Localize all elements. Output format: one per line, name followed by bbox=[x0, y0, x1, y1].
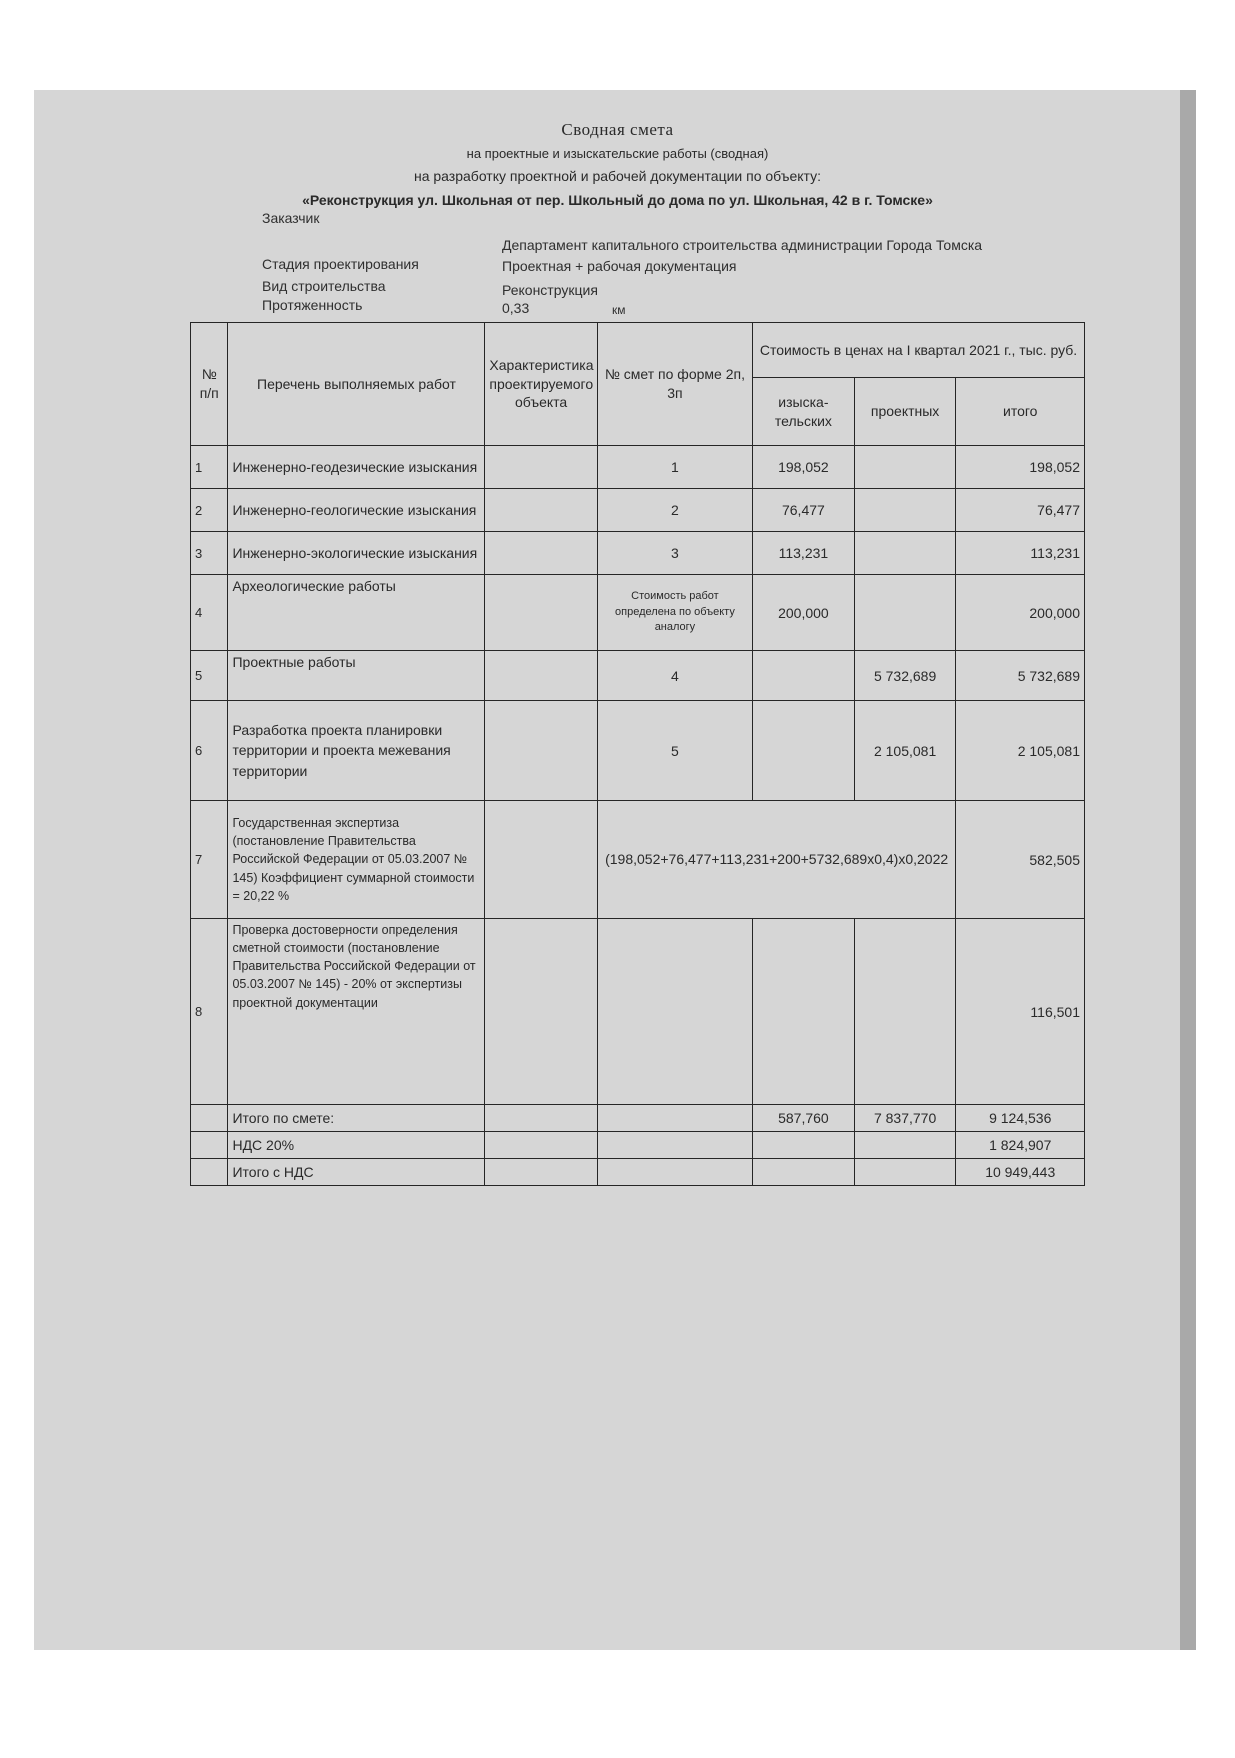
grand-total-row bbox=[191, 1159, 1085, 1186]
totals-row bbox=[191, 1105, 1085, 1132]
stage-label: Стадия проектирования bbox=[262, 256, 419, 272]
header-num: № п/п bbox=[191, 323, 228, 446]
vat-design bbox=[854, 1132, 956, 1159]
totals-design: 7 837,770 bbox=[854, 1105, 956, 1132]
table-row bbox=[191, 489, 1085, 532]
customer-value: Департамент капитального строительства администрации Города Томска bbox=[502, 237, 983, 253]
row-characteristic bbox=[485, 532, 597, 575]
row-survey-cost: 76,477 bbox=[753, 489, 855, 532]
document-title: Сводная смета bbox=[561, 120, 674, 139]
totals-survey: 587,760 bbox=[753, 1105, 855, 1132]
grand-label: Итого с НДС bbox=[228, 1159, 485, 1186]
row-characteristic bbox=[485, 651, 597, 701]
table-row bbox=[191, 801, 1085, 919]
table-row bbox=[191, 532, 1085, 575]
totals-total: 9 124,536 bbox=[956, 1105, 1085, 1132]
row-design-cost bbox=[854, 575, 956, 651]
row-work: Инженерно-геологические изыскания bbox=[228, 489, 485, 532]
row-number: 2 bbox=[191, 489, 228, 532]
totals-number bbox=[191, 1105, 228, 1132]
row-number: 3 bbox=[191, 532, 228, 575]
row-work: Инженерно-геодезические изыскания bbox=[228, 446, 485, 489]
table-row bbox=[191, 701, 1085, 801]
header-characteristic: Характеристика проектируемого объекта bbox=[485, 323, 597, 446]
row-design-cost bbox=[854, 446, 956, 489]
grand-number bbox=[191, 1159, 228, 1186]
row-total-cost: 116,501 bbox=[956, 919, 1085, 1105]
totals-estimate bbox=[597, 1105, 752, 1132]
row-estimate-note: Стоимость работ определена по объекту аналогу bbox=[597, 575, 752, 651]
row-work: Разработка проекта планировки территории и проекта межевания территории bbox=[228, 701, 485, 801]
row-design-cost bbox=[854, 532, 956, 575]
table-row bbox=[191, 575, 1085, 651]
row-number: 8 bbox=[191, 919, 228, 1105]
vat-survey bbox=[753, 1132, 855, 1159]
header-works: Перечень выполняемых работ bbox=[228, 323, 485, 446]
customer-label: Заказчик bbox=[262, 210, 320, 226]
row-estimate: 3 bbox=[597, 532, 752, 575]
table-row bbox=[191, 446, 1085, 489]
row-characteristic bbox=[485, 489, 597, 532]
estimate-table bbox=[190, 322, 1085, 1186]
row-number: 1 bbox=[191, 446, 228, 489]
vat-estimate bbox=[597, 1132, 752, 1159]
row-survey-cost: 198,052 bbox=[753, 446, 855, 489]
vat-number bbox=[191, 1132, 228, 1159]
construction-type-label: Вид строительства bbox=[262, 278, 386, 294]
row-design-cost: 2 105,081 bbox=[854, 701, 956, 801]
document-subtitle-2: на разработку проектной и рабочей документации по объекту: bbox=[413, 168, 821, 184]
row-estimate: 2 bbox=[597, 489, 752, 532]
row-characteristic bbox=[485, 575, 597, 651]
length-label: Протяженность bbox=[262, 297, 363, 313]
row-estimate: 4 bbox=[597, 651, 752, 701]
table-row bbox=[191, 919, 1085, 1105]
row-total-cost: 2 105,081 bbox=[956, 701, 1085, 801]
grand-characteristic bbox=[485, 1159, 597, 1186]
row-total-cost: 200,000 bbox=[956, 575, 1085, 651]
row-estimate: 1 bbox=[597, 446, 752, 489]
object-name: «Реконструкция ул. Школьная от пер. Школьный до дома по ул. Школьная, 42 в г. Томске» bbox=[302, 192, 933, 208]
row-characteristic bbox=[485, 919, 597, 1105]
vat-total: 1 824,907 bbox=[956, 1132, 1085, 1159]
row-characteristic bbox=[485, 446, 597, 489]
row-number: 7 bbox=[191, 801, 228, 919]
row-number: 5 bbox=[191, 651, 228, 701]
grand-survey bbox=[753, 1159, 855, 1186]
stage-value: Проектная + рабочая документация bbox=[502, 258, 737, 274]
row-design-cost bbox=[854, 489, 956, 532]
row-number: 4 bbox=[191, 575, 228, 651]
row-survey-cost: 200,000 bbox=[753, 575, 855, 651]
grand-estimate bbox=[597, 1159, 752, 1186]
header-design: проектных bbox=[854, 378, 956, 446]
vat-characteristic bbox=[485, 1132, 597, 1159]
construction-type-value: Реконструкция bbox=[502, 282, 598, 298]
totals-label: Итого по смете: bbox=[228, 1105, 485, 1132]
totals-characteristic bbox=[485, 1105, 597, 1132]
length-unit: км bbox=[612, 303, 626, 317]
header-survey: изыска-тельских bbox=[753, 378, 855, 446]
row-total-cost: 76,477 bbox=[956, 489, 1085, 532]
grand-total: 10 949,443 bbox=[956, 1159, 1085, 1186]
row-work: Государственная экспертиза (постановление Правительства Российской Федерации от 05.03.2007 № 145) Коэффициент суммарной стоимости = 20,22 % bbox=[228, 801, 485, 919]
table-row bbox=[191, 651, 1085, 701]
row-survey-cost: 113,231 bbox=[753, 532, 855, 575]
header-estimate-number: № смет по форме 2п, 3п bbox=[597, 323, 752, 446]
row-work: Проверка достоверности определения сметной стоимости (постановление Правительства Российской Федерации от 05.03.2007 № 145) - 20% от экспертизы проектной документации bbox=[228, 919, 485, 1105]
document-subtitle-1: на проектные и изыскательские работы (сводная) bbox=[466, 146, 769, 161]
row-work: Проектные работы bbox=[228, 651, 485, 701]
length-value: 0,33 bbox=[502, 300, 530, 316]
row-total-cost: 5 732,689 bbox=[956, 651, 1085, 701]
grand-design bbox=[854, 1159, 956, 1186]
row-survey-cost bbox=[753, 701, 855, 801]
vat-row bbox=[191, 1132, 1085, 1159]
row-characteristic bbox=[485, 801, 597, 919]
row-characteristic bbox=[485, 701, 597, 801]
header-total: итого bbox=[956, 378, 1085, 446]
row-formula: (198,052+76,477+113,231+200+5732,689x0,4)x0,2022 bbox=[597, 801, 956, 919]
header-cost: Стоимость в ценах на I квартал 2021 г., тыс. руб. bbox=[753, 323, 1085, 378]
row-total-cost: 113,231 bbox=[956, 532, 1085, 575]
row-design-cost bbox=[854, 919, 956, 1105]
row-survey-cost bbox=[753, 651, 855, 701]
vat-label: НДС 20% bbox=[228, 1132, 485, 1159]
row-survey-cost bbox=[753, 919, 855, 1105]
row-number: 6 bbox=[191, 701, 228, 801]
row-estimate bbox=[597, 919, 752, 1105]
row-total-cost: 198,052 bbox=[956, 446, 1085, 489]
row-work: Инженерно-экологические изыскания bbox=[228, 532, 485, 575]
row-total-cost: 582,505 bbox=[956, 801, 1085, 919]
row-estimate: 5 bbox=[597, 701, 752, 801]
row-work: Археологические работы bbox=[228, 575, 485, 651]
page-edge-shadow bbox=[1180, 90, 1196, 1650]
table-header-row bbox=[191, 323, 1085, 378]
row-design-cost: 5 732,689 bbox=[854, 651, 956, 701]
